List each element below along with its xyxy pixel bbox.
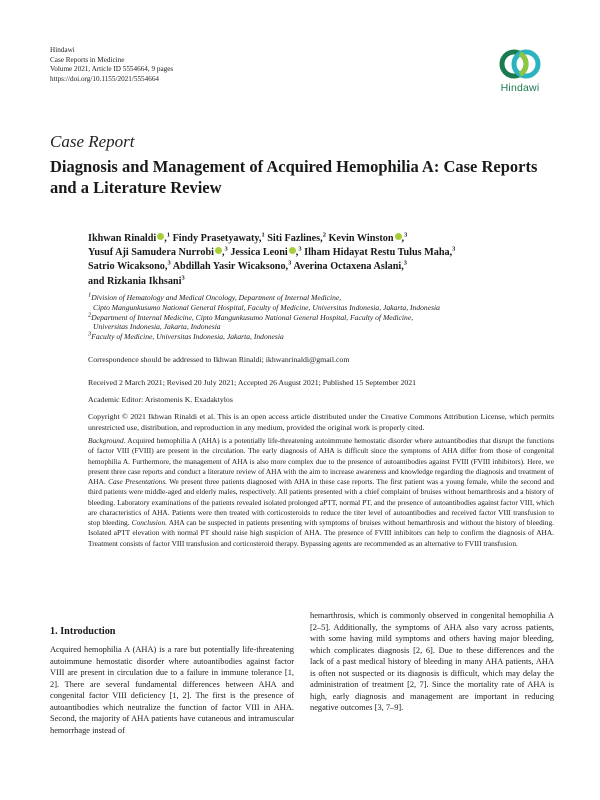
affiliation: $^1$Division of Hematology and Medical Oncology, Department of Internal Medicine, [88,291,342,302]
author[interactable]: Abdillah Yasir Wicaksono,$^3$ [172,260,292,273]
journal-name: Case Reports in Medicine [50,55,125,64]
paper-title: Diagnosis and Management of Acquired Hemophilia A: Case Reports and a Literature Review [50,157,538,197]
logo-wordmark: Hindawi [500,82,540,94]
orcid-icon[interactable] [289,247,296,254]
author[interactable]: Yusuf Aji Samudera Nurrobi ,$^3$ [88,245,228,259]
introduction-column-right: hemarthrosis, which is commonly observed in congenital hemophilia A [2–5]. Additionally, the symptoms of AHA also vary across patients, with some having mild symptoms and others having major bleeding, which complicates diagnosis [2, 6]. Due to these differences and the lack of a past medical history of bleeding in many AHA patients, AHA is often not suspected or its diagnosis is difficult, which may delay the administration of treatment [2, 7]. Since the mortality rate of AHA is high, early diagnosis and management are important in reducing negative outcomes [3, 7–9]. [310,611,554,713]
abstract-background-label: Background. [88,436,126,445]
author[interactable]: Kevin Winston ,$^3$ [328,231,408,244]
affiliations [88,293,558,342]
author[interactable]: and Rizkania Ikhsani$^3$ [88,274,185,287]
author[interactable]: Averina Octaxena Aslani,$^3$ [293,260,408,273]
author[interactable]: Siti Fazlines,$^2$ [267,231,326,244]
hindawi-logo[interactable] [488,44,552,108]
author[interactable]: Jessica Leoni ,$^3$ [230,245,302,259]
journal-metadata [50,46,173,84]
abstract-conclusion: AHA can be suspected in patients presenting with symptoms of bruises without hemarthrosis and without the history of bleeding. Isolated aPTT elevation with normal PT should raise high suspicion of AHA. The presence of FVIII inhibitors can help to confirm the diagnosis of AHA. Treatment consists of factor VIII transfusion and corticosteroid therapy. Bypassing agents are recommended as an alternative to FVIII transfusion. [88,518,554,548]
affiliation-cont: Universitas Indonesia, Jakarta, Indonesia [93,322,221,332]
author[interactable]: Findy Prasetyawaty,$^1$ [172,231,265,244]
author-list [88,232,568,289]
introduction-column-left: Acquired hemophilia A (AHA) is a rare but potentially life-threatening autoimmune hemostatic disorder where autoantibodies against factor VIII are present in circulation due to a failure in immune tolerance [1, 2]. There are several fundamental differences between AHA and congenital factor VIII deficiency [1, 2]. The first is the presence of autoantibodies which neutralize the function of factor VIII in AHA. Second, the majority of AHA patients have cutaneous and intramuscular hemorrhage instead of [50,645,294,735]
academic-editor: Academic Editor: Aristomenis K. Exadaktylos [88,395,233,404]
orcid-icon[interactable] [395,233,402,240]
affiliation-cont: Cipto Mangunkusumo National General Hospital, Faculty of Medicine, Universitas Indonesia, Jakarta, Indonesia [93,302,440,312]
volume-info: Volume 2021, Article ID 5554664, 9 pages [50,65,174,74]
abstract [88,436,554,549]
article-type: Case Report [50,132,135,151]
author[interactable]: Satrio Wicaksono,$^3$ [88,260,171,273]
affiliation: $^2$Department of Internal Medicine, Cipto Mangunkusumo National General Hospital, Faculty of Medicine, [88,311,414,322]
author[interactable]: Ilham Hidayat Restu Tulus Maha,$^3$ [304,245,456,259]
orcid-icon[interactable] [215,247,222,254]
author[interactable]: Ikhwan Rinaldi ,$^1$ [88,231,171,244]
copyright-notice: Copyright © 2021 Ikhwan Rinaldi et al. This is an open access article distributed under the Creative Commons Attribution License, which permits unrestricted use, distribution, and reproduction in any medium, provided the original work is properly cited. [88,412,554,432]
doi-link[interactable]: https://doi.org/10.1155/2021/5554664 [50,74,160,83]
abstract-case: We present three patients diagnosed with AHA in these case reports. The first patient was a young female, while the second and third patients were middle-aged and elderly males, respectively. All patients presented with a chief complaint of bruises without hemarthrosis and a history of bleeding. Laboratory examinations of the patients revealed isolated prolonged aPTT, normal PT, and the presence of autoantibodies against factor VIII, which are characteristics of AHA. Patients were then treated with corticosteroids to reduce the titer level of autoantibodies and received factor VIII transfusion to stop bleeding. [88,477,554,527]
abstract-case-label: Case Presentations. [108,477,168,486]
abstract-background: Acquired hemophilia A (AHA) is a potentially life-threatening autoimmune hemostatic disorder where autoantibodies that disrupt the functions of factor VIII (FVIII) are present in the circulation. The early diagnosis of AHA is difficult since the symptoms of AHA differ from those of congenital hemophilia A. Furthermore, the management of AHA is also more complex due to the presence of autoantibodies against FVIII (FVIII inhibitors). Here, we present three case reports and conduct a literature review of AHA with the aim to increase awareness and knowledge regarding the diagnosis and treatment of AHA. [88,436,554,486]
publisher-name: Hindawi [50,46,75,54]
hindawi-logo-icon [498,44,542,84]
affiliation: $^3$Faculty of Medicine, Universitas Indonesia, Jakarta, Indonesia [88,330,284,342]
publication-dates: Received 2 March 2021; Revised 20 July 2021; Accepted 26 August 2021; Published 15 September 2021 [88,378,417,387]
correspondence: Correspondence should be addressed to Ikhwan Rinaldi; ikhwanrinaldi@gmail.com [88,355,350,364]
abstract-conclusion-label: Conclusion. [131,518,167,527]
section-heading-introduction: 1. Introduction [50,626,116,637]
